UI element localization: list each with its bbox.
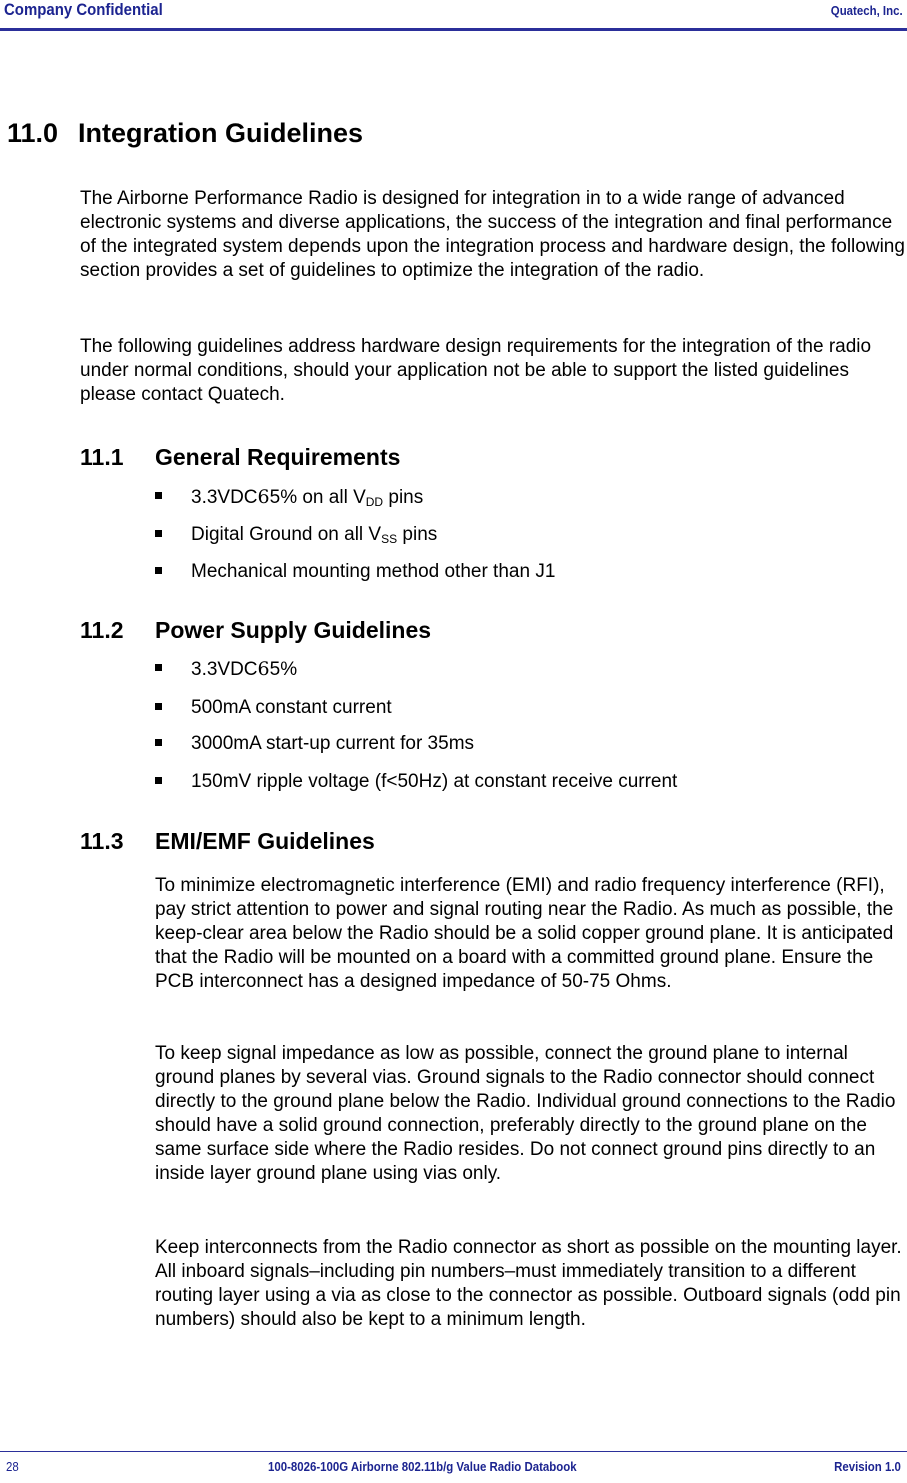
footer-page-number: 28 [6, 1459, 19, 1474]
header-company-confidential: Company Confidential [4, 0, 163, 19]
power-supply-number: 11.2 [80, 617, 124, 643]
emi-paragraph-1: To minimize electromagnetic interference (EMI) and radio frequency interference (RFI), pay strict attention to power and signal routing near the Radio. As much as possible, the keep-clear area below the Radio should be a solid copper ground plane. It is anticipated that the Radio will be mounted on a board with a committed ground plane. Ensure the PCB interconnect has a designed impedance of 50-75 Ohms. [155, 875, 894, 992]
bullet-square-icon [155, 777, 162, 784]
header-rule [0, 28, 907, 31]
section-number: 11.0 [7, 118, 59, 148]
footer-rule [0, 1451, 907, 1452]
bullet-text: Mechanical mounting method other than J1 [191, 561, 556, 582]
bullet-square-icon [155, 664, 162, 671]
general-requirements-title: General Requirements [155, 444, 401, 470]
bullet-text: pins [397, 524, 438, 545]
symbol-glyph: 6 [257, 486, 270, 508]
bullet-text: 500mA constant current [191, 697, 392, 718]
section-title: Integration Guidelines [78, 118, 364, 148]
bullet-square-icon [155, 567, 162, 574]
footer-revision: Revision 1.0 [834, 1459, 901, 1474]
bullet-text: 3.3VDC [191, 487, 258, 508]
subscript: DD [365, 495, 384, 509]
bullet-square-icon [155, 739, 162, 746]
bullet-text: pins [383, 487, 424, 508]
emi-emf-number: 11.3 [80, 828, 124, 854]
header-company-name: Quatech, Inc. [831, 3, 903, 18]
bullet-text: 3.3VDC [191, 659, 258, 680]
bullet-text: 3000mA start-up current for 35ms [191, 733, 475, 754]
general-requirements-number: 11.1 [80, 444, 124, 470]
bullet-text: Digital Ground on all V [191, 524, 382, 545]
emi-emf-heading [80, 828, 375, 855]
power-supply-title: Power Supply Guidelines [155, 617, 432, 643]
footer-document-title: 100-8026-100G Airborne 802.11b/g Value Radio Databook [268, 1459, 577, 1474]
bullet-text: 5% on all V [269, 487, 366, 508]
general-requirements-heading [80, 444, 400, 471]
bullet-square-icon [155, 703, 162, 710]
symbol-glyph: 6 [257, 658, 270, 680]
bullet-square-icon [155, 492, 162, 499]
intro-paragraph-2: The following guidelines address hardware design requirements for the integration of the radio under normal conditions, should your application not be able to support the listed guidelines please contact Quatech. [80, 336, 872, 405]
intro-paragraph-1: The Airborne Performance Radio is designed for integration in to a wide range of advanced electronic systems and diverse applications, the success of the integration and final performance of the integrated system depends upon the integration process and hardware design, the following section provides a set of guidelines to optimize the integration of the radio. [80, 188, 905, 281]
subscript: SS [381, 532, 398, 546]
emi-paragraph-3: Keep interconnects from the Radio connector as short as possible on the mounting layer. All inboard signals–including pin numbers–must immediately transition to a different routing layer using a via as close to the connector as possible. Outboard signals (odd pin numbers) should also be kept to a minimum length. [155, 1237, 902, 1330]
emi-paragraph-2: To keep signal impedance as low as possible, connect the ground plane to internal ground planes by several vias. Ground signals to the Radio connector should connect directly to the ground plane below the Radio. Individual ground connections to the Radio should have a solid ground connection, preferably directly to the ground plane on the same surface side where the Radio resides. Do not connect ground pins directly to an inside layer ground plane using vias only. [155, 1043, 896, 1184]
section-heading [7, 118, 363, 149]
bullet-text: 150mV ripple voltage (f<50Hz) at constant receive current [191, 771, 678, 792]
bullet-text: 5% [269, 659, 298, 680]
power-supply-heading [80, 617, 431, 644]
bullet-square-icon [155, 530, 162, 537]
emi-emf-title: EMI/EMF Guidelines [155, 828, 375, 854]
